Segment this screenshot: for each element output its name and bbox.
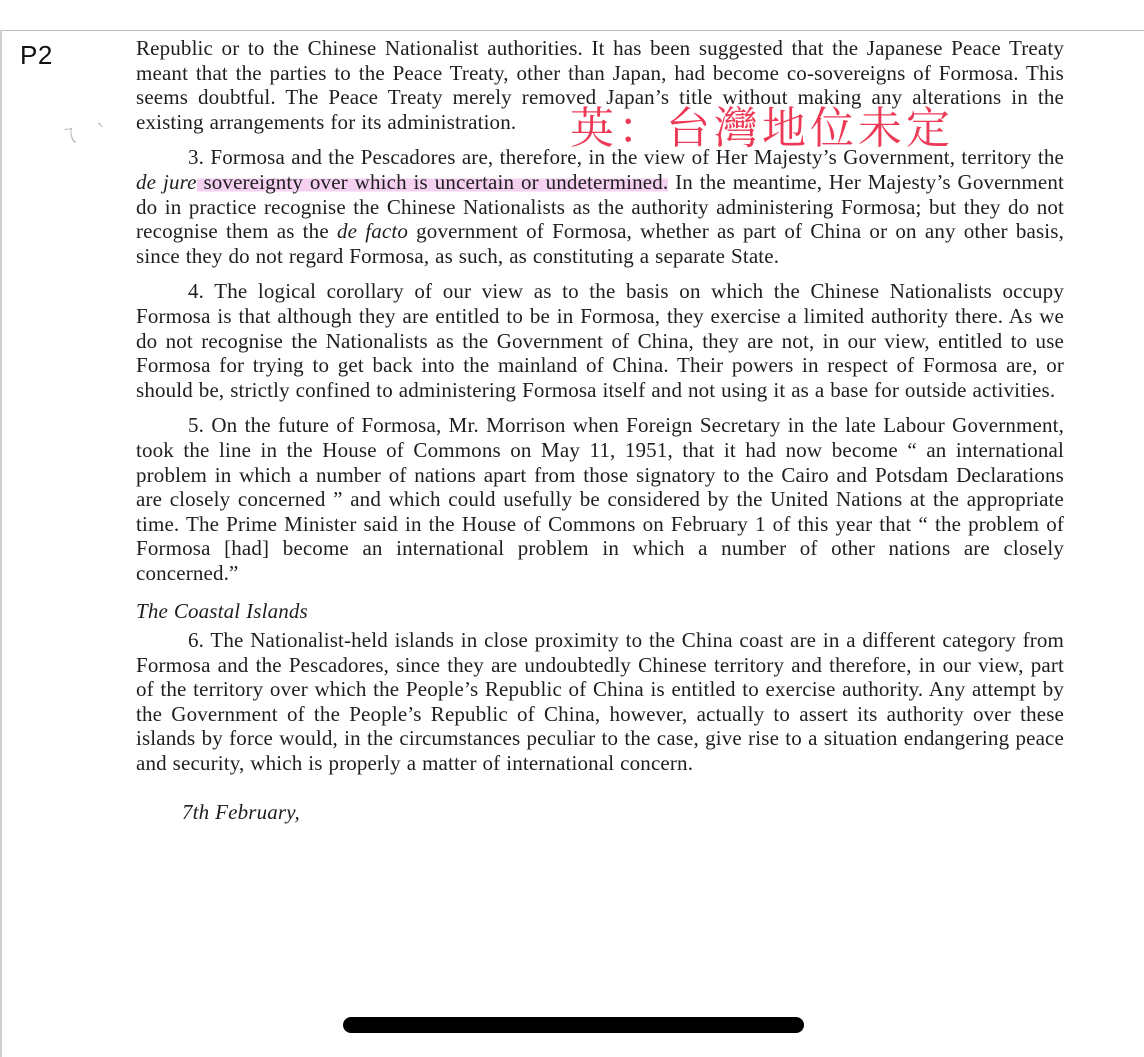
section-heading: The Coastal Islands: [136, 599, 308, 624]
page-edge: [0, 30, 2, 1057]
paragraph-continued: Republic or to the Chinese Nationalist authorities. It has been suggested that the Japanese Peace Treaty meant that the parties to the Peace Treaty, other than Japan, had become co-sovereigns of Formosa. This seems doubtful. The Peace Treaty merely removed Japan’s title without making any alterations in the existing arrangements for its administration.: [136, 36, 1064, 134]
margin-mark: ㄟ ｀: [58, 122, 114, 147]
handwritten-annotation: 英：台灣地位未定: [570, 103, 954, 154]
page-label: P2: [20, 40, 53, 70]
paragraph-3-de-facto: de facto: [336, 219, 408, 244]
paragraph-3: [136, 145, 1064, 268]
top-strip: [0, 0, 1144, 31]
highlighted-text: sovereignty over which is uncertain or undetermined.: [196, 169, 669, 194]
paragraph-6: 6. The Nationalist-held islands in close proximity to the China coast are in a different category from Formosa and the Pescadores, since they are undoubtedly Chinese territory and therefore, in our view, part of the territory over which the People’s Republic of China is entitled to exercise authority. Any attempt by the Government of the People’s Republic of China, however, actually to assert its authority over these islands by force would, in the circumstances peculiar to the case, give rise to a situation endangering peace and security, which is properly a matter of international concern.: [136, 628, 1064, 776]
paragraph-3-de-jure: de jure: [136, 169, 197, 194]
paragraph-4: 4. The logical corollary of our view as to the basis on which the Chinese Nationalists occupy Formosa is that although they are entitled to be in Formosa, they exercise a limited authority there. As we do not recognise the Nationalists as the Government of China, they are not, in our view, entitled to use Formosa for trying to get back into the mainland of China. Their powers in respect of Formosa are, or should be, strictly confined to administering Formosa itself and not using it as a base for outside activities.: [136, 279, 1064, 402]
redaction-bar: [343, 1017, 804, 1033]
paragraph-3-text-c: In the meantime, Her Majesty’s Government do in practice recognise the Chinese Nationalists as the authority administering Formosa; but they do not recognise them as the: [136, 169, 1065, 244]
document-date: 7th February,: [182, 799, 300, 824]
paragraph-3-text-d: government of Formosa, whether as part of China or on any other basis, since they do not regard Formosa, as such, as constituting a separate State.: [136, 219, 1064, 268]
paragraph-3-text-a: 3. Formosa and the Pescadores are, therefore, in the view of Her Majesty’s Government, territory the: [188, 145, 1064, 170]
paragraph-5: 5. On the future of Formosa, Mr. Morrison when Foreign Secretary in the late Labour Government, took the line in the House of Commons on May 11, 1951, that it had now become “ an international problem in which a number of nations apart from those signatory to the Cairo and Potsdam Declarations are closely concerned ” and which could usefully be considered by the United Nations at the appropriate time. The Prime Minister said in the House of Commons on February 1 of this year that “ the problem of Formosa [had] become an international problem in which a number of other nations are closely concerned.”: [136, 413, 1064, 585]
